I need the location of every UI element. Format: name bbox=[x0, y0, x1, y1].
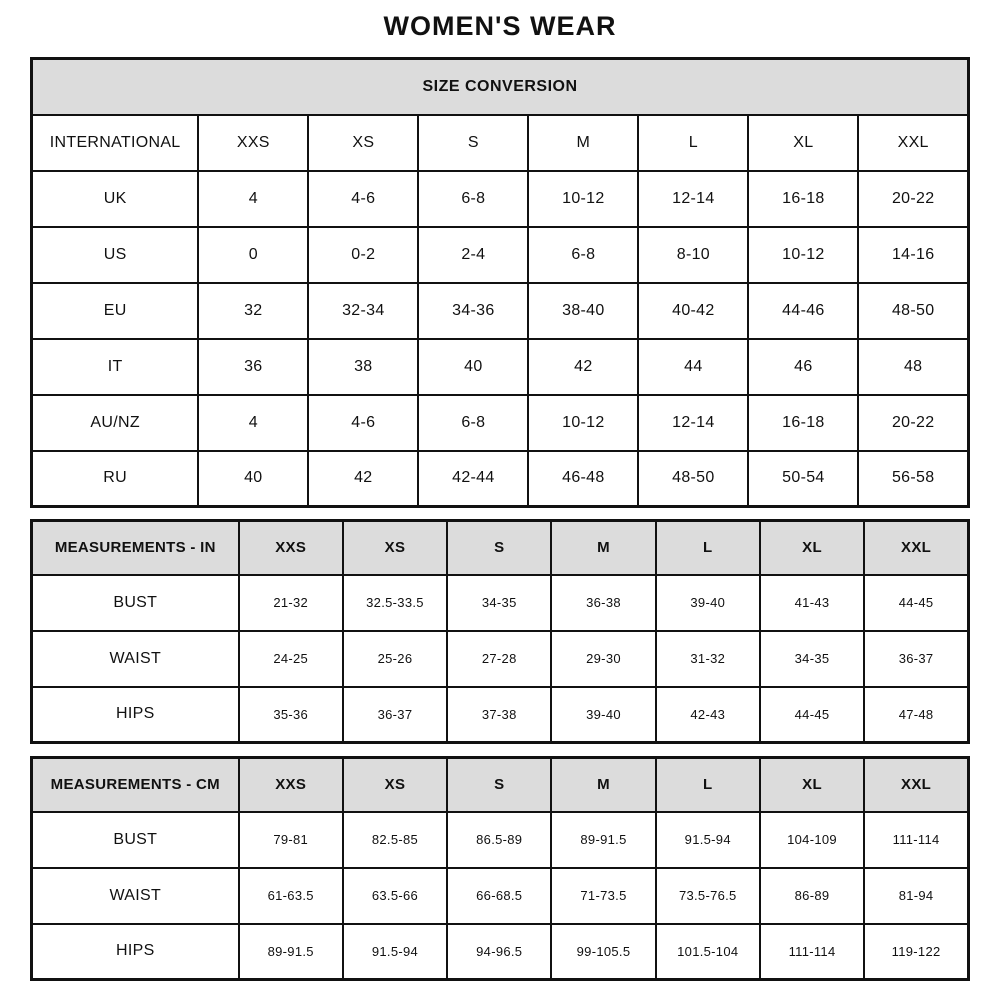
value-cell: 4 bbox=[198, 395, 308, 451]
value-cell: 34-35 bbox=[760, 631, 864, 687]
value-cell: 36 bbox=[198, 339, 308, 395]
row-label: WAIST bbox=[32, 868, 239, 924]
size-column-header: XXL bbox=[858, 115, 968, 171]
size-column-header: S bbox=[447, 758, 551, 812]
value-cell: 36-38 bbox=[551, 575, 655, 631]
size-column-header: S bbox=[418, 115, 528, 171]
value-cell: 4-6 bbox=[308, 395, 418, 451]
value-cell: 44-46 bbox=[748, 283, 858, 339]
value-cell: 20-22 bbox=[858, 171, 968, 227]
value-cell: 81-94 bbox=[864, 868, 968, 924]
row-label: WAIST bbox=[32, 631, 239, 687]
value-cell: 6-8 bbox=[418, 395, 528, 451]
value-cell: 24-25 bbox=[239, 631, 343, 687]
size-column-header: XS bbox=[343, 758, 447, 812]
value-cell: 34-36 bbox=[418, 283, 528, 339]
measurements-in-table bbox=[30, 519, 970, 744]
value-cell: 12-14 bbox=[638, 395, 748, 451]
table-row bbox=[32, 575, 969, 631]
value-cell: 101.5-104 bbox=[656, 924, 760, 980]
size-column-header: XXS bbox=[239, 521, 343, 575]
value-cell: 71-73.5 bbox=[551, 868, 655, 924]
value-cell: 12-14 bbox=[638, 171, 748, 227]
value-cell: 91.5-94 bbox=[656, 812, 760, 868]
value-cell: 29-30 bbox=[551, 631, 655, 687]
value-cell: 16-18 bbox=[748, 171, 858, 227]
value-cell: 40 bbox=[198, 451, 308, 507]
value-cell: 42-43 bbox=[656, 687, 760, 743]
measurements-cm-table bbox=[30, 756, 970, 981]
value-cell: 4-6 bbox=[308, 171, 418, 227]
row-label: BUST bbox=[32, 812, 239, 868]
header-row bbox=[32, 521, 969, 575]
row-label: HIPS bbox=[32, 924, 239, 980]
value-cell: 89-91.5 bbox=[551, 812, 655, 868]
value-cell: 32.5-33.5 bbox=[343, 575, 447, 631]
row-label: RU bbox=[32, 451, 199, 507]
size-column-header: XL bbox=[748, 115, 858, 171]
size-column-header: XS bbox=[343, 521, 447, 575]
value-cell: 31-32 bbox=[656, 631, 760, 687]
size-column-header: M bbox=[551, 758, 655, 812]
tables-container bbox=[30, 57, 970, 981]
table-row bbox=[32, 924, 969, 980]
value-cell: 34-35 bbox=[447, 575, 551, 631]
header-row bbox=[32, 758, 969, 812]
value-cell: 91.5-94 bbox=[343, 924, 447, 980]
header-row bbox=[32, 115, 969, 171]
row-header-column-title: MEASUREMENTS - CM bbox=[32, 758, 239, 812]
value-cell: 42 bbox=[308, 451, 418, 507]
value-cell: 38 bbox=[308, 339, 418, 395]
size-column-header: L bbox=[656, 758, 760, 812]
size-column-header: XXS bbox=[198, 115, 308, 171]
value-cell: 14-16 bbox=[858, 227, 968, 283]
value-cell: 32-34 bbox=[308, 283, 418, 339]
row-label: HIPS bbox=[32, 687, 239, 743]
size-column-header: S bbox=[447, 521, 551, 575]
value-cell: 40 bbox=[418, 339, 528, 395]
value-cell: 94-96.5 bbox=[447, 924, 551, 980]
row-label: US bbox=[32, 227, 199, 283]
value-cell: 73.5-76.5 bbox=[656, 868, 760, 924]
value-cell: 0-2 bbox=[308, 227, 418, 283]
row-label: BUST bbox=[32, 575, 239, 631]
value-cell: 44 bbox=[638, 339, 748, 395]
value-cell: 27-28 bbox=[447, 631, 551, 687]
value-cell: 10-12 bbox=[528, 171, 638, 227]
size-column-header: XL bbox=[760, 521, 864, 575]
table-row bbox=[32, 812, 969, 868]
table-row bbox=[32, 687, 969, 743]
value-cell: 47-48 bbox=[864, 687, 968, 743]
value-cell: 46 bbox=[748, 339, 858, 395]
value-cell: 89-91.5 bbox=[239, 924, 343, 980]
table-row bbox=[32, 339, 969, 395]
value-cell: 119-122 bbox=[864, 924, 968, 980]
value-cell: 44-45 bbox=[864, 575, 968, 631]
value-cell: 82.5-85 bbox=[343, 812, 447, 868]
value-cell: 99-105.5 bbox=[551, 924, 655, 980]
value-cell: 104-109 bbox=[760, 812, 864, 868]
value-cell: 10-12 bbox=[748, 227, 858, 283]
row-header-column-title: MEASUREMENTS - IN bbox=[32, 521, 239, 575]
table-row bbox=[32, 171, 969, 227]
value-cell: 79-81 bbox=[239, 812, 343, 868]
value-cell: 44-45 bbox=[760, 687, 864, 743]
value-cell: 48-50 bbox=[638, 451, 748, 507]
page-title: WOMEN'S WEAR bbox=[383, 11, 617, 41]
table-row bbox=[32, 451, 969, 507]
value-cell: 111-114 bbox=[760, 924, 864, 980]
value-cell: 0 bbox=[198, 227, 308, 283]
size-column-header: XXL bbox=[864, 521, 968, 575]
size-column-header: M bbox=[551, 521, 655, 575]
value-cell: 20-22 bbox=[858, 395, 968, 451]
value-cell: 39-40 bbox=[656, 575, 760, 631]
value-cell: 32 bbox=[198, 283, 308, 339]
value-cell: 42 bbox=[528, 339, 638, 395]
table-row bbox=[32, 868, 969, 924]
value-cell: 42-44 bbox=[418, 451, 528, 507]
size-column-header: M bbox=[528, 115, 638, 171]
value-cell: 86.5-89 bbox=[447, 812, 551, 868]
value-cell: 6-8 bbox=[528, 227, 638, 283]
row-label: AU/NZ bbox=[32, 395, 199, 451]
table-row bbox=[32, 395, 969, 451]
size-column-header: XXL bbox=[864, 758, 968, 812]
value-cell: 86-89 bbox=[760, 868, 864, 924]
value-cell: 111-114 bbox=[864, 812, 968, 868]
value-cell: 2-4 bbox=[418, 227, 528, 283]
value-cell: 4 bbox=[198, 171, 308, 227]
table-title-row bbox=[32, 59, 969, 115]
value-cell: 35-36 bbox=[239, 687, 343, 743]
size-column-header: XXS bbox=[239, 758, 343, 812]
value-cell: 36-37 bbox=[343, 687, 447, 743]
size-column-header: L bbox=[638, 115, 748, 171]
row-label: EU bbox=[32, 283, 199, 339]
size-column-header: XS bbox=[308, 115, 418, 171]
row-header-column-title: INTERNATIONAL bbox=[32, 115, 199, 171]
value-cell: 8-10 bbox=[638, 227, 748, 283]
value-cell: 16-18 bbox=[748, 395, 858, 451]
value-cell: 40-42 bbox=[638, 283, 748, 339]
size-conversion-title: SIZE CONVERSION bbox=[32, 59, 969, 115]
value-cell: 50-54 bbox=[748, 451, 858, 507]
value-cell: 48-50 bbox=[858, 283, 968, 339]
size-column-header: XL bbox=[760, 758, 864, 812]
value-cell: 56-58 bbox=[858, 451, 968, 507]
value-cell: 46-48 bbox=[528, 451, 638, 507]
value-cell: 6-8 bbox=[418, 171, 528, 227]
value-cell: 66-68.5 bbox=[447, 868, 551, 924]
value-cell: 10-12 bbox=[528, 395, 638, 451]
value-cell: 39-40 bbox=[551, 687, 655, 743]
table-row bbox=[32, 283, 969, 339]
row-label: IT bbox=[32, 339, 199, 395]
row-label: UK bbox=[32, 171, 199, 227]
size-column-header: L bbox=[656, 521, 760, 575]
value-cell: 48 bbox=[858, 339, 968, 395]
value-cell: 63.5-66 bbox=[343, 868, 447, 924]
value-cell: 61-63.5 bbox=[239, 868, 343, 924]
value-cell: 25-26 bbox=[343, 631, 447, 687]
table-row bbox=[32, 631, 969, 687]
value-cell: 41-43 bbox=[760, 575, 864, 631]
value-cell: 21-32 bbox=[239, 575, 343, 631]
value-cell: 38-40 bbox=[528, 283, 638, 339]
value-cell: 36-37 bbox=[864, 631, 968, 687]
size-conversion-table bbox=[30, 57, 970, 508]
table-row bbox=[32, 227, 969, 283]
value-cell: 37-38 bbox=[447, 687, 551, 743]
